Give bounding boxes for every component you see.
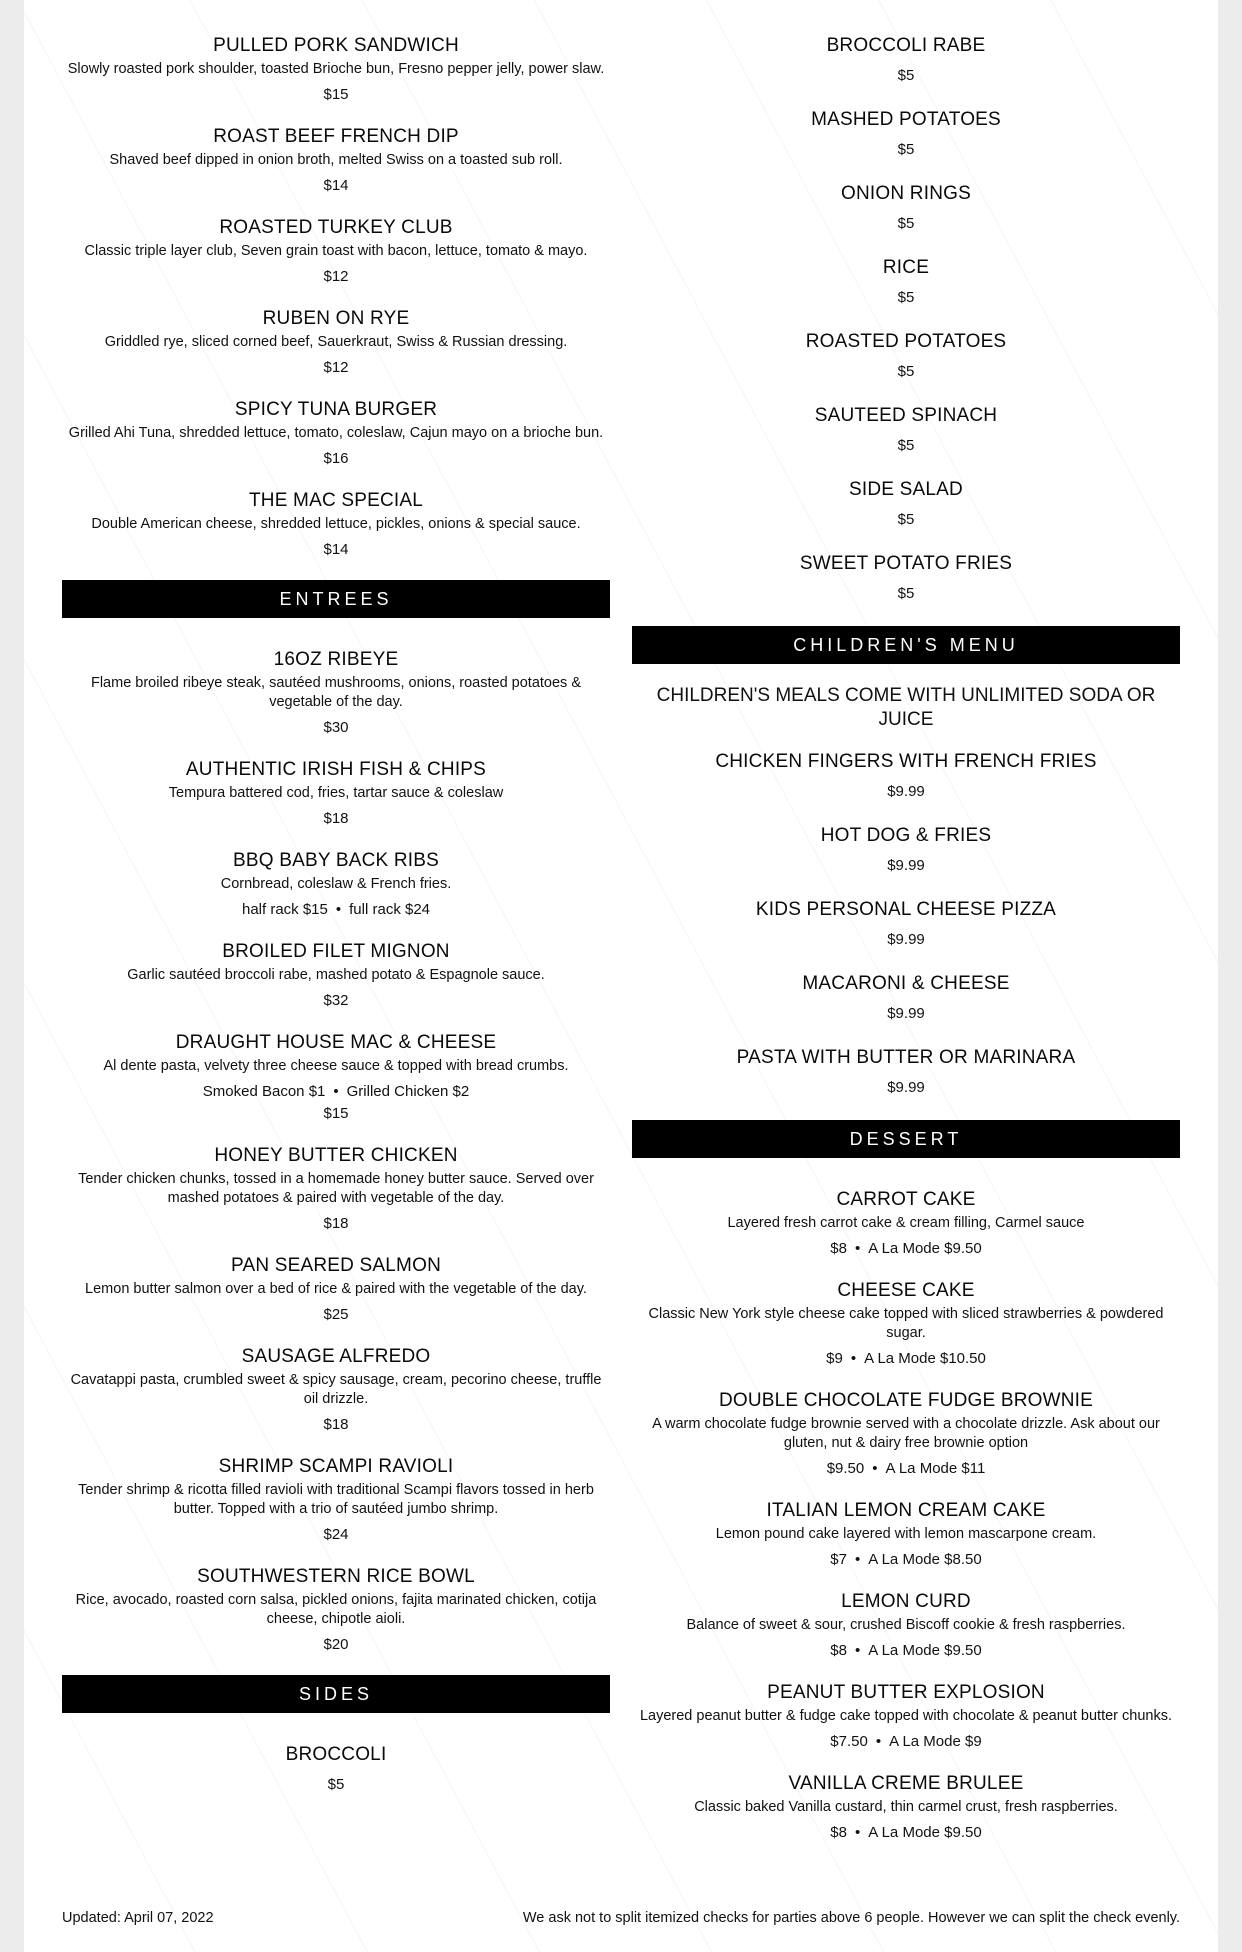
check-policy-note: We ask not to split itemized checks for parties above 6 people. However we can split the check evenly. <box>522 1910 1180 1926</box>
item-description: Tempura battered cod, fries, tartar sauce & coleslaw <box>168 785 504 801</box>
item-description: Flame broiled ribeye steak, sautéed mushrooms, onions, roasted potatoes & vegetable of the day. <box>90 675 582 710</box>
item-name: PASTA WITH BUTTER OR MARINARA <box>736 1047 1076 1068</box>
section-header-childrens-menu: CHILDREN'S MENU <box>632 626 1180 664</box>
item-description: Classic triple layer club, Seven grain toast with bacon, lettuce, tomato & mayo. <box>84 243 588 259</box>
item-description: Rice, avocado, roasted corn salsa, pickled onions, fajita marinated chicken, cotija cheese, chipotle aioli. <box>75 1592 597 1627</box>
item-description: Shaved beef dipped in onion broth, melted Swiss on a toasted sub roll. <box>109 152 563 168</box>
item-price: $16 <box>323 450 349 467</box>
item-price: $5 <box>897 585 915 602</box>
menu-item <box>632 108 1180 160</box>
item-price: $9.99 <box>887 1079 925 1096</box>
menu-item <box>62 1254 610 1325</box>
menu-item <box>62 307 610 378</box>
menu-item <box>62 1144 610 1234</box>
price-option: A La Mode $9.50 <box>868 1824 982 1841</box>
separator-dot: • <box>854 1240 861 1257</box>
menu-page <box>24 0 1218 1952</box>
separator-dot: • <box>854 1551 861 1568</box>
item-description: Cavatappi pasta, crumbled sweet & spicy sausage, cream, pecorino cheese, truffle oil drizzle. <box>70 1372 602 1407</box>
menu-item <box>62 940 610 1011</box>
item-price-options <box>632 1641 1180 1661</box>
menu-item <box>62 398 610 469</box>
item-description: Slowly roasted pork shoulder, toasted Brioche bun, Fresno pepper jelly, power slaw. <box>67 61 605 77</box>
item-price: $32 <box>323 992 349 1009</box>
price-option: full rack $24 <box>349 901 431 918</box>
section-header-sides: SIDES <box>62 1675 610 1713</box>
menu-item <box>632 330 1180 382</box>
item-price-options <box>632 1239 1180 1259</box>
item-price: $5 <box>897 511 915 528</box>
item-name: LEMON CURD <box>841 1591 971 1612</box>
item-name: BROCCOLI RABE <box>826 35 986 56</box>
item-price: $18 <box>323 1416 349 1433</box>
item-price-options <box>62 900 610 920</box>
menu-item <box>632 1772 1180 1843</box>
item-price: $12 <box>323 359 349 376</box>
separator-dot: • <box>872 1460 878 1477</box>
menu-item <box>632 1590 1180 1661</box>
price-option: $8 <box>830 1240 847 1257</box>
menu-item <box>632 824 1180 876</box>
menu-item <box>62 648 610 738</box>
menu-item <box>62 1031 610 1124</box>
item-name: MASHED POTATOES <box>811 109 1001 130</box>
item-price: $25 <box>323 1306 349 1323</box>
item-name: BROILED FILET MIGNON <box>222 941 450 962</box>
item-name: MACARONI & CHEESE <box>802 973 1010 994</box>
item-name: ROASTED TURKEY CLUB <box>219 217 453 238</box>
price-option: A La Mode $8.50 <box>868 1551 982 1568</box>
item-price: $18 <box>323 810 349 827</box>
item-name: BROCCOLI <box>285 1744 387 1765</box>
item-description: Cornbread, coleslaw & French fries. <box>220 876 452 892</box>
item-price: $5 <box>897 67 915 84</box>
menu-item <box>632 1188 1180 1259</box>
item-name: PULLED PORK SANDWICH <box>213 35 459 56</box>
item-price: $5 <box>897 141 915 158</box>
item-price: $30 <box>323 719 349 736</box>
menu-item <box>632 552 1180 604</box>
item-description: Tender chicken chunks, tossed in a homemade honey butter sauce. Served over mashed potatoes & paired with vegetable of the day. <box>78 1171 594 1206</box>
item-price: $9.99 <box>887 783 925 800</box>
item-name: RICE <box>882 257 930 278</box>
item-description: Lemon pound cake layered with lemon mascarpone cream. <box>715 1526 1097 1542</box>
item-price: $9.99 <box>887 1005 925 1022</box>
item-description: Classic New York style cheese cake topped with sliced strawberries & powdered sugar. <box>648 1306 1164 1341</box>
item-name: HONEY BUTTER CHICKEN <box>214 1145 458 1166</box>
item-price-options <box>632 1550 1180 1570</box>
menu-item <box>632 404 1180 456</box>
item-name: PEANUT BUTTER EXPLOSION <box>767 1682 1045 1703</box>
item-name: SAUSAGE ALFREDO <box>241 1346 431 1367</box>
item-price-options <box>632 1349 1180 1369</box>
menu-item <box>632 256 1180 308</box>
item-name: SAUTEED SPINACH <box>814 405 998 426</box>
item-price: $9.99 <box>887 857 925 874</box>
menu-item <box>632 1499 1180 1570</box>
menu-item <box>632 750 1180 802</box>
item-name: THE MAC SPECIAL <box>248 490 424 511</box>
item-price: $14 <box>323 177 349 194</box>
menu-item <box>62 758 610 829</box>
separator-dot: • <box>854 1642 861 1659</box>
menu-item <box>62 1455 610 1545</box>
separator-dot: • <box>854 1824 861 1841</box>
item-name: SOUTHWESTERN RICE BOWL <box>197 1566 475 1587</box>
item-price: $14 <box>323 541 349 558</box>
item-price: $9.99 <box>887 931 925 948</box>
item-name: DRAUGHT HOUSE MAC & CHEESE <box>175 1032 497 1053</box>
menu-item <box>632 1389 1180 1479</box>
menu-item <box>632 972 1180 1024</box>
item-name: SWEET POTATO FRIES <box>799 553 1013 574</box>
item-name: 16OZ RIBEYE <box>273 649 399 670</box>
item-addons <box>62 1082 610 1102</box>
right-column <box>632 34 1180 1863</box>
item-description: Layered peanut butter & fudge cake topped with chocolate & peanut butter chunks. <box>639 1708 1173 1724</box>
item-name: ONION RINGS <box>841 183 971 204</box>
item-price-options <box>632 1823 1180 1843</box>
addon-option: Smoked Bacon $1 <box>202 1083 326 1100</box>
item-name: AUTHENTIC IRISH FISH & CHIPS <box>185 759 487 780</box>
item-name: KIDS PERSONAL CHEESE PIZZA <box>755 899 1057 920</box>
price-option: $7.50 <box>830 1733 868 1750</box>
menu-item <box>62 34 610 105</box>
price-option: $7 <box>830 1551 847 1568</box>
item-price: $5 <box>897 289 915 306</box>
item-price: $24 <box>323 1526 349 1543</box>
menu-item <box>62 216 610 287</box>
item-price: $18 <box>323 1215 349 1232</box>
menu-item <box>632 898 1180 950</box>
item-description: Garlic sautéed broccoli rabe, mashed potato & Espagnole sauce. <box>127 967 545 983</box>
item-description: Classic baked Vanilla custard, thin carmel crust, fresh raspberries. <box>694 1799 1118 1815</box>
item-price-options <box>632 1732 1180 1752</box>
separator-dot: • <box>335 901 342 918</box>
item-name: ROAST BEEF FRENCH DIP <box>213 126 459 147</box>
item-description: A warm chocolate fudge brownie served with a chocolate drizzle. Ask about our gluten, nut & dairy free brownie option <box>652 1416 1160 1451</box>
item-description: Lemon butter salmon over a bed of rice & paired with the vegetable of the day. <box>85 1281 587 1297</box>
item-price-options <box>632 1459 1180 1479</box>
price-option: A La Mode $10.50 <box>864 1350 986 1367</box>
item-name: SPICY TUNA BURGER <box>234 399 438 420</box>
item-price: $15 <box>323 1105 349 1122</box>
section-header-dessert: DESSERT <box>632 1120 1180 1158</box>
price-option: A La Mode $9.50 <box>868 1642 982 1659</box>
price-option: A La Mode $9 <box>889 1733 982 1750</box>
item-name: VANILLA CREME BRULEE <box>788 1773 1024 1794</box>
item-name: CHEESE CAKE <box>837 1280 975 1301</box>
menu-item <box>62 849 610 920</box>
updated-date: Updated: April 07, 2022 <box>62 1910 214 1926</box>
menu-item <box>632 1046 1180 1098</box>
menu-item <box>62 1565 610 1655</box>
separator-dot: • <box>850 1350 857 1367</box>
left-column <box>62 34 610 1817</box>
section-header-entrees: ENTREES <box>62 580 610 618</box>
menu-item <box>62 489 610 560</box>
item-price: $15 <box>323 86 349 103</box>
item-price: $5 <box>897 363 915 380</box>
item-description: Double American cheese, shredded lettuce, pickles, onions & special sauce. <box>91 516 581 532</box>
separator-dot: • <box>333 1083 339 1100</box>
item-description: Al dente pasta, velvety three cheese sauce & topped with bread crumbs. <box>103 1058 569 1074</box>
item-name: PAN SEARED SALMON <box>231 1255 441 1276</box>
item-description: Griddled rye, sliced corned beef, Sauerkraut, Swiss & Russian dressing. <box>104 334 568 350</box>
item-name: CHICKEN FINGERS WITH FRENCH FRIES <box>715 751 1097 772</box>
item-description: Tender shrimp & ricotta filled ravioli with traditional Scampi flavors tossed in herb butter. Topped with a trio of sautéed jumbo shrimp. <box>78 1482 594 1517</box>
addon-option: Grilled Chicken $2 <box>346 1083 470 1100</box>
price-option: A La Mode $11 <box>885 1460 986 1477</box>
price-option: $9 <box>826 1350 843 1367</box>
menu-item <box>632 478 1180 530</box>
item-name: CARROT CAKE <box>836 1189 976 1210</box>
menu-item <box>632 34 1180 86</box>
item-price: $5 <box>897 437 915 454</box>
item-name: HOT DOG & FRIES <box>820 825 992 846</box>
item-name: RUBEN ON RYE <box>262 308 410 329</box>
menu-item <box>62 1743 610 1795</box>
item-price: $12 <box>323 268 349 285</box>
item-price: $5 <box>897 215 915 232</box>
menu-item <box>62 1345 610 1435</box>
item-name: ITALIAN LEMON CREAM CAKE <box>766 1500 1046 1521</box>
item-name: SHRIMP SCAMPI RAVIOLI <box>218 1456 454 1477</box>
item-description: Layered fresh carrot cake & cream filling, Carmel sauce <box>727 1215 1085 1231</box>
price-option: $8 <box>830 1824 847 1841</box>
item-name: BBQ BABY BACK RIBS <box>233 850 439 871</box>
menu-item <box>62 125 610 196</box>
price-option: A La Mode $9.50 <box>868 1240 982 1257</box>
item-price: $5 <box>327 1776 345 1793</box>
price-option: $9.50 <box>826 1460 865 1477</box>
price-option: half rack $15 <box>241 901 328 918</box>
item-name: DOUBLE CHOCOLATE FUDGE BROWNIE <box>718 1390 1094 1411</box>
price-option: $8 <box>830 1642 847 1659</box>
item-price: $20 <box>323 1636 349 1653</box>
menu-item <box>632 1279 1180 1369</box>
separator-dot: • <box>875 1733 882 1750</box>
item-description: Balance of sweet & sour, crushed Biscoff cookie & fresh raspberries. <box>686 1617 1126 1633</box>
item-description: Grilled Ahi Tuna, shredded lettuce, tomato, coleslaw, Cajun mayo on a brioche bun. <box>68 425 604 441</box>
menu-item <box>632 182 1180 234</box>
item-name: ROASTED POTATOES <box>805 331 1007 352</box>
childrens-menu-note: CHILDREN'S MEALS COME WITH UNLIMITED SODA OR JUICE <box>656 685 1156 730</box>
menu-item <box>632 1681 1180 1752</box>
item-name: SIDE SALAD <box>849 479 963 500</box>
